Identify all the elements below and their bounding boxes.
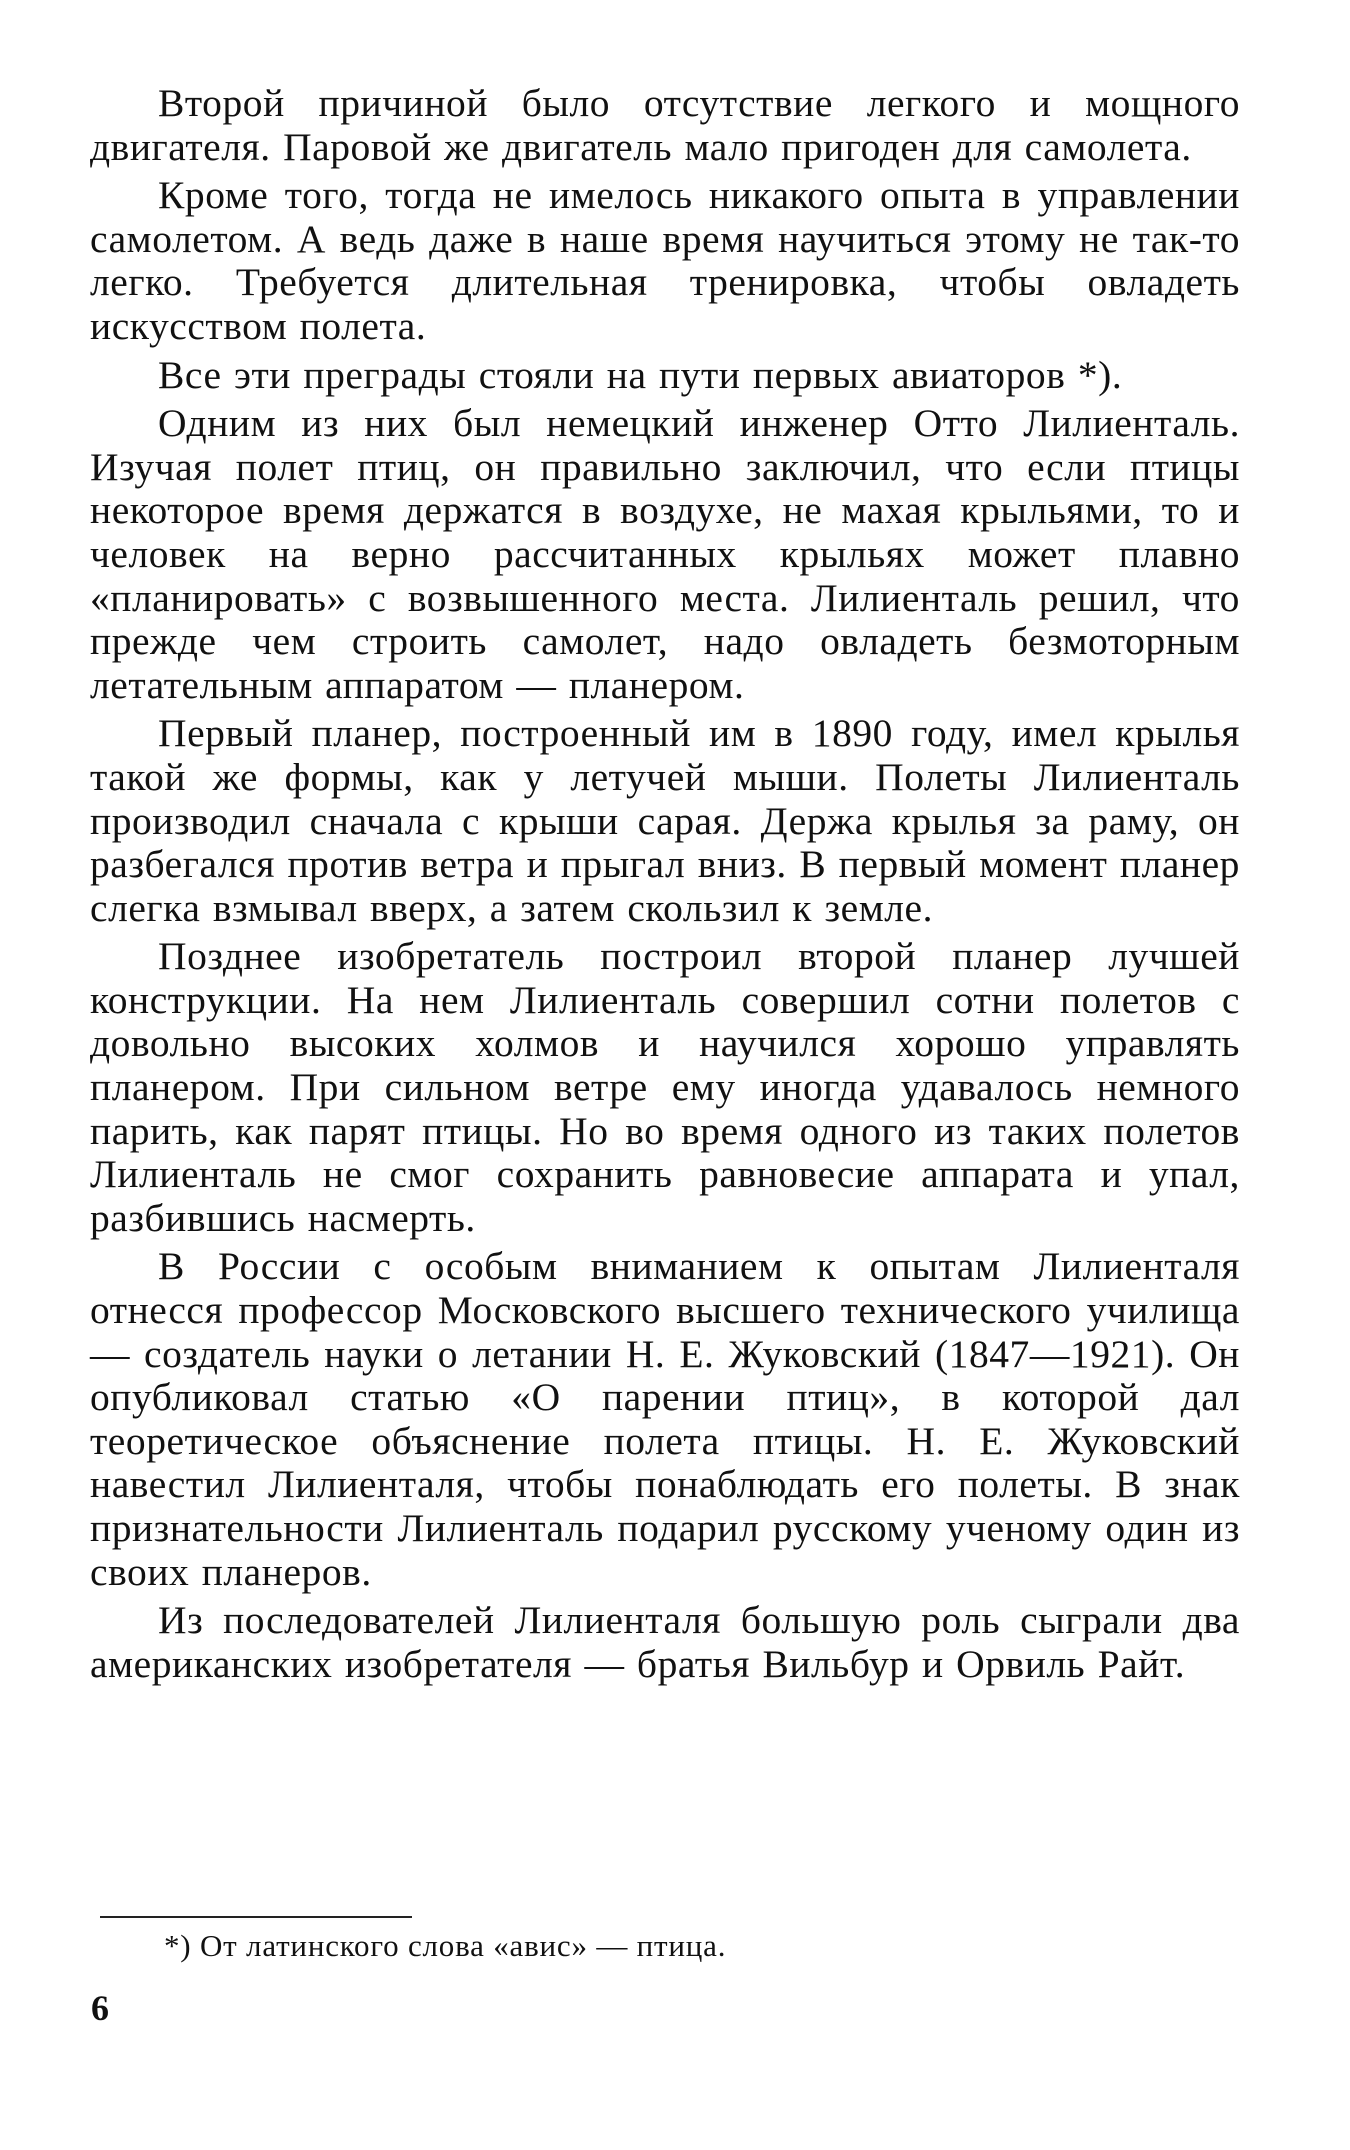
page-number: 6 <box>91 1988 109 2028</box>
paragraph-1: Второй причиной было отсутствие легкого и мощного двигателя. Паровой же двигатель мало пригоден для самолета. <box>90 81 1240 169</box>
paragraph-6: Позднее изобретатель построил второй планер лучшей конструкции. На нем Лилиенталь совершил сотни полетов с довольно высоких холмов и научился хорошо управлять планером. При сильном ветре ему иногда удавалось немного парить, как парят птицы. Но во время одного из таких полетов Лилиенталь не смог сохранить равновесие аппарата и упал, разбившись насмерть. <box>90 934 1240 1240</box>
footnote: *) От латинского слова «авис» — птица. <box>164 1928 727 1963</box>
paragraph-4: Одним из них был немецкий инженер Отто Лилиенталь. Изучая полет птиц, он правильно заключил, что если птицы некоторое время держатся в воздухе, не махая крыльями, то и человек на верно рассчитанных крыльях может плавно «планировать» с возвышенного места. Лилиенталь решил, что прежде чем строить самолет, надо овладеть безмоторным летательным аппаратом — планером. <box>90 401 1240 707</box>
paragraph-7: В России с особым вниманием к опытам Лилиенталя отнесся профессор Московского высшего технического училища — создатель науки о летании Н. Е. Жуковский (1847—1921). Он опубликовал статью «О парении птиц», в которой дал теоретическое объяснение полета птицы. Н. Е. Жуковский навестил Лилиенталя, чтобы понаблюдать его полеты. В знак признательности Лилиенталь подарил русскому ученому один из своих планеров. <box>90 1244 1240 1594</box>
page-body <box>90 82 1240 1691</box>
paragraph-8: Из последователей Лилиенталя большую роль сыграли два американских изобретателя — братья Вильбур и Орвиль Райт. <box>90 1598 1240 1686</box>
paragraph-3: Все эти преграды стояли на пути первых авиаторов *). <box>158 352 1123 397</box>
paragraph-2: Кроме того, тогда не имелось никакого опыта в управлении самолетом. А ведь даже в наше время научиться этому не так-то легко. Требуется длительная тренировка, чтобы овладеть искусством полета. <box>90 173 1240 348</box>
footnote-divider <box>100 1916 412 1918</box>
paragraph-5: Первый планер, построенный им в 1890 году, имел крылья такой же формы, как у летучей мыши. Полеты Лилиенталь производил сначала с крыши сарая. Держа крылья за раму, он разбегался против ветра и прыгал вниз. В первый момент планер слегка взмывал вверх, а затем скользил к земле. <box>90 711 1240 930</box>
